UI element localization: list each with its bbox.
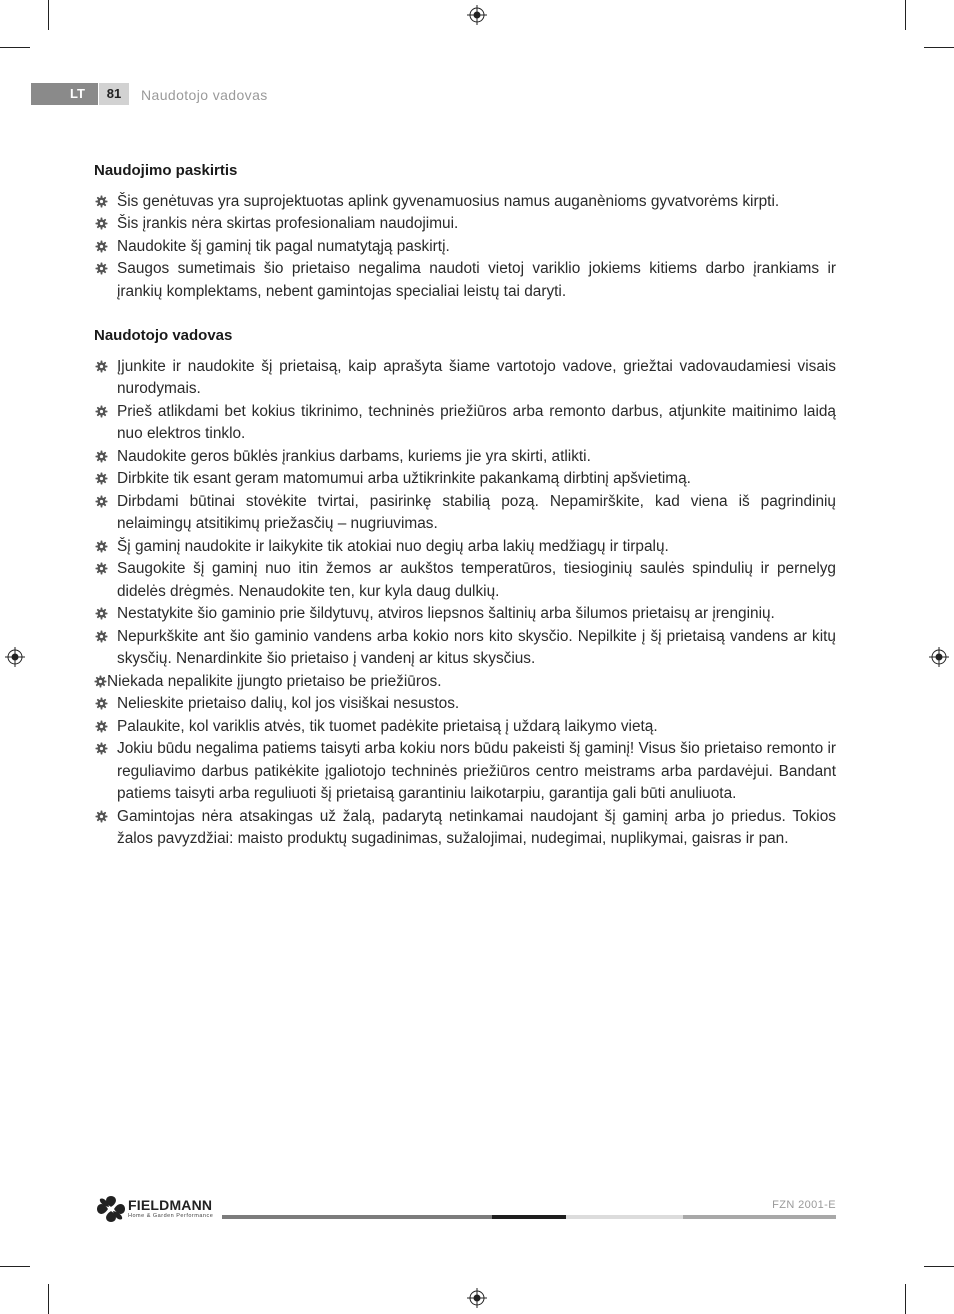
list-item: Naudokite šį gaminį tik pagal numatytąją paskirtį. xyxy=(94,236,836,259)
list-item: Įjunkite ir naudokite šį prietaisą, kaip aprašyta šiame vartotojo vadove, griežtai vadovaudamiesi visais nurodymais. xyxy=(94,356,836,401)
footer-rule-segment xyxy=(222,1215,492,1219)
list-item: Šis įrankis nėra skirtas profesionaliam naudojimui. xyxy=(94,213,836,236)
footer-rule-segment xyxy=(492,1215,566,1219)
language-code: LT xyxy=(70,86,85,101)
crop-mark xyxy=(0,47,30,48)
crop-mark xyxy=(905,0,906,30)
list-item: Nelieskite prietaiso dalių, kol jos visiškai nesustos. xyxy=(94,693,836,716)
section-heading: Naudojimo paskirtis xyxy=(94,162,238,179)
list-item: Šį gaminį naudokite ir laikykite tik atokiai nuo degių arba lakių medžiagų ir tirpalų. xyxy=(94,536,836,559)
crop-mark xyxy=(905,1284,906,1314)
list-item: Jokiu būdu negalima patiems taisyti arba kokiu nors būdu pakeisti šį gaminį! Visus šio prietaiso remonto ir reguliavimo darbus patikėkite įgaliotojo techninės priežiūros centro meistrams arba pardavėjui. Bandant patiems taisyti arba reguliuoti šį prietaisą garantiniu laikotarpiu, garantija gali būti anuliuota. xyxy=(94,738,836,806)
section-heading: Naudotojo vadovas xyxy=(94,327,233,344)
gear-bullet-icon xyxy=(95,195,108,208)
gear-bullet-icon xyxy=(95,630,108,643)
bullet-list xyxy=(94,191,836,304)
gear-bullet-icon xyxy=(95,742,108,755)
list-item: Palaukite, kol variklis atvės, tik tuomet padėkite prietaisą į uždarą laikymo vietą. xyxy=(94,716,836,739)
gear-bullet-icon xyxy=(95,810,108,823)
gear-bullet-icon xyxy=(95,697,108,710)
list-item: Nestatykite šio gaminio prie šildytuvų, atviros liepsnos šaltinių arba šilumos prietaisų ar įrenginių. xyxy=(94,603,836,626)
registration-mark-icon xyxy=(929,647,949,667)
crop-mark xyxy=(924,1266,954,1267)
document-body xyxy=(94,160,836,873)
crop-mark xyxy=(48,0,49,30)
list-item: Nepurkškite ant šio gaminio vandens arba kokio nors kito skysčio. Nepilkite į šį prietaisą vandens ar kitų skysčių. Nenardinkite šio prietaiso į vandenį ar kitus skysčius. xyxy=(94,626,836,671)
list-item: Niekada nepalikite įjungto prietaiso be priežiūros. xyxy=(94,671,836,694)
crop-mark xyxy=(924,47,954,48)
fieldmann-logo-icon xyxy=(94,1193,128,1225)
gear-bullet-icon xyxy=(95,262,108,275)
page-number: 81 xyxy=(99,83,129,105)
list-item: Dirbkite tik esant geram matomumui arba užtikrinkite pakankamą dirbtinį apšvietimą. xyxy=(94,468,836,491)
registration-mark-icon xyxy=(467,1288,487,1308)
footer-rule-segment xyxy=(566,1215,683,1219)
gear-bullet-icon xyxy=(95,450,108,463)
crop-mark xyxy=(0,1266,30,1267)
brand-tagline: Home & Garden Performance xyxy=(128,1213,214,1219)
gear-bullet-icon xyxy=(95,540,108,553)
gear-bullet-icon xyxy=(95,240,108,253)
gear-bullet-icon xyxy=(95,720,108,733)
list-item: Dirbdami būtinai stovėkite tvirtai, pasirinkę stabilią pozą. Nepamirškite, kad viena iš pagrindinių nelaimingų atsitikimų priežasčių – nugriuvimas. xyxy=(94,491,836,536)
list-item: Šis genėtuvas yra suprojektuotas aplink gyvenamuosius namus auganènioms gyvatvorėms kirpti. xyxy=(94,191,836,214)
crop-mark xyxy=(48,1284,49,1314)
gear-bullet-icon xyxy=(95,607,108,620)
list-item: Naudokite geros būklės įrankius darbams, kuriems jie yra skirti, atlikti. xyxy=(94,446,836,469)
list-item: Gamintojas nėra atsakingas už žalą, padarytą netinkamai naudojant šį gaminį arba jo priedus. Tokios žalos pavyzdžiai: maisto produktų sugadinimas, sužalojimai, nudegimai, nuplikymai, gaisras ir pan. xyxy=(94,806,836,851)
list-item: Saugos sumetimais šio prietaiso negalima naudoti vietoj variklio jokiems kitiems darbo įrankiams ir įrankių komplektams, nebent gamintojas specialiai leistų tai daryti. xyxy=(94,258,836,303)
list-item: Saugokite šį gaminį nuo itin žemos ar aukštos temperatūros, tiesioginių saulės spindulių ir pernelyg didelės drėgmės. Nenaudokite ten, kur kyla daug dulkių. xyxy=(94,558,836,603)
gear-bullet-icon xyxy=(95,360,108,373)
running-header-title: Naudotojo vadovas xyxy=(141,87,268,103)
gear-bullet-icon xyxy=(95,217,108,230)
gear-bullet-icon xyxy=(95,562,108,575)
gear-bullet-icon xyxy=(94,675,107,688)
gear-bullet-icon xyxy=(95,495,108,508)
gear-bullet-icon xyxy=(95,472,108,485)
list-item: Prieš atlikdami bet kokius tikrinimo, techninės priežiūros arba remonto darbus, atjunkite maitinimo laidą nuo elektros tinklo. xyxy=(94,401,836,446)
brand-name: FIELDMANN xyxy=(128,1197,213,1213)
model-number: FZN 2001-E xyxy=(772,1199,836,1211)
footer-rule-segment xyxy=(683,1215,836,1219)
bullet-list xyxy=(94,356,836,851)
header-lang-bar xyxy=(31,83,98,105)
registration-mark-icon xyxy=(467,5,487,25)
registration-mark-icon xyxy=(5,647,25,667)
gear-bullet-icon xyxy=(95,405,108,418)
